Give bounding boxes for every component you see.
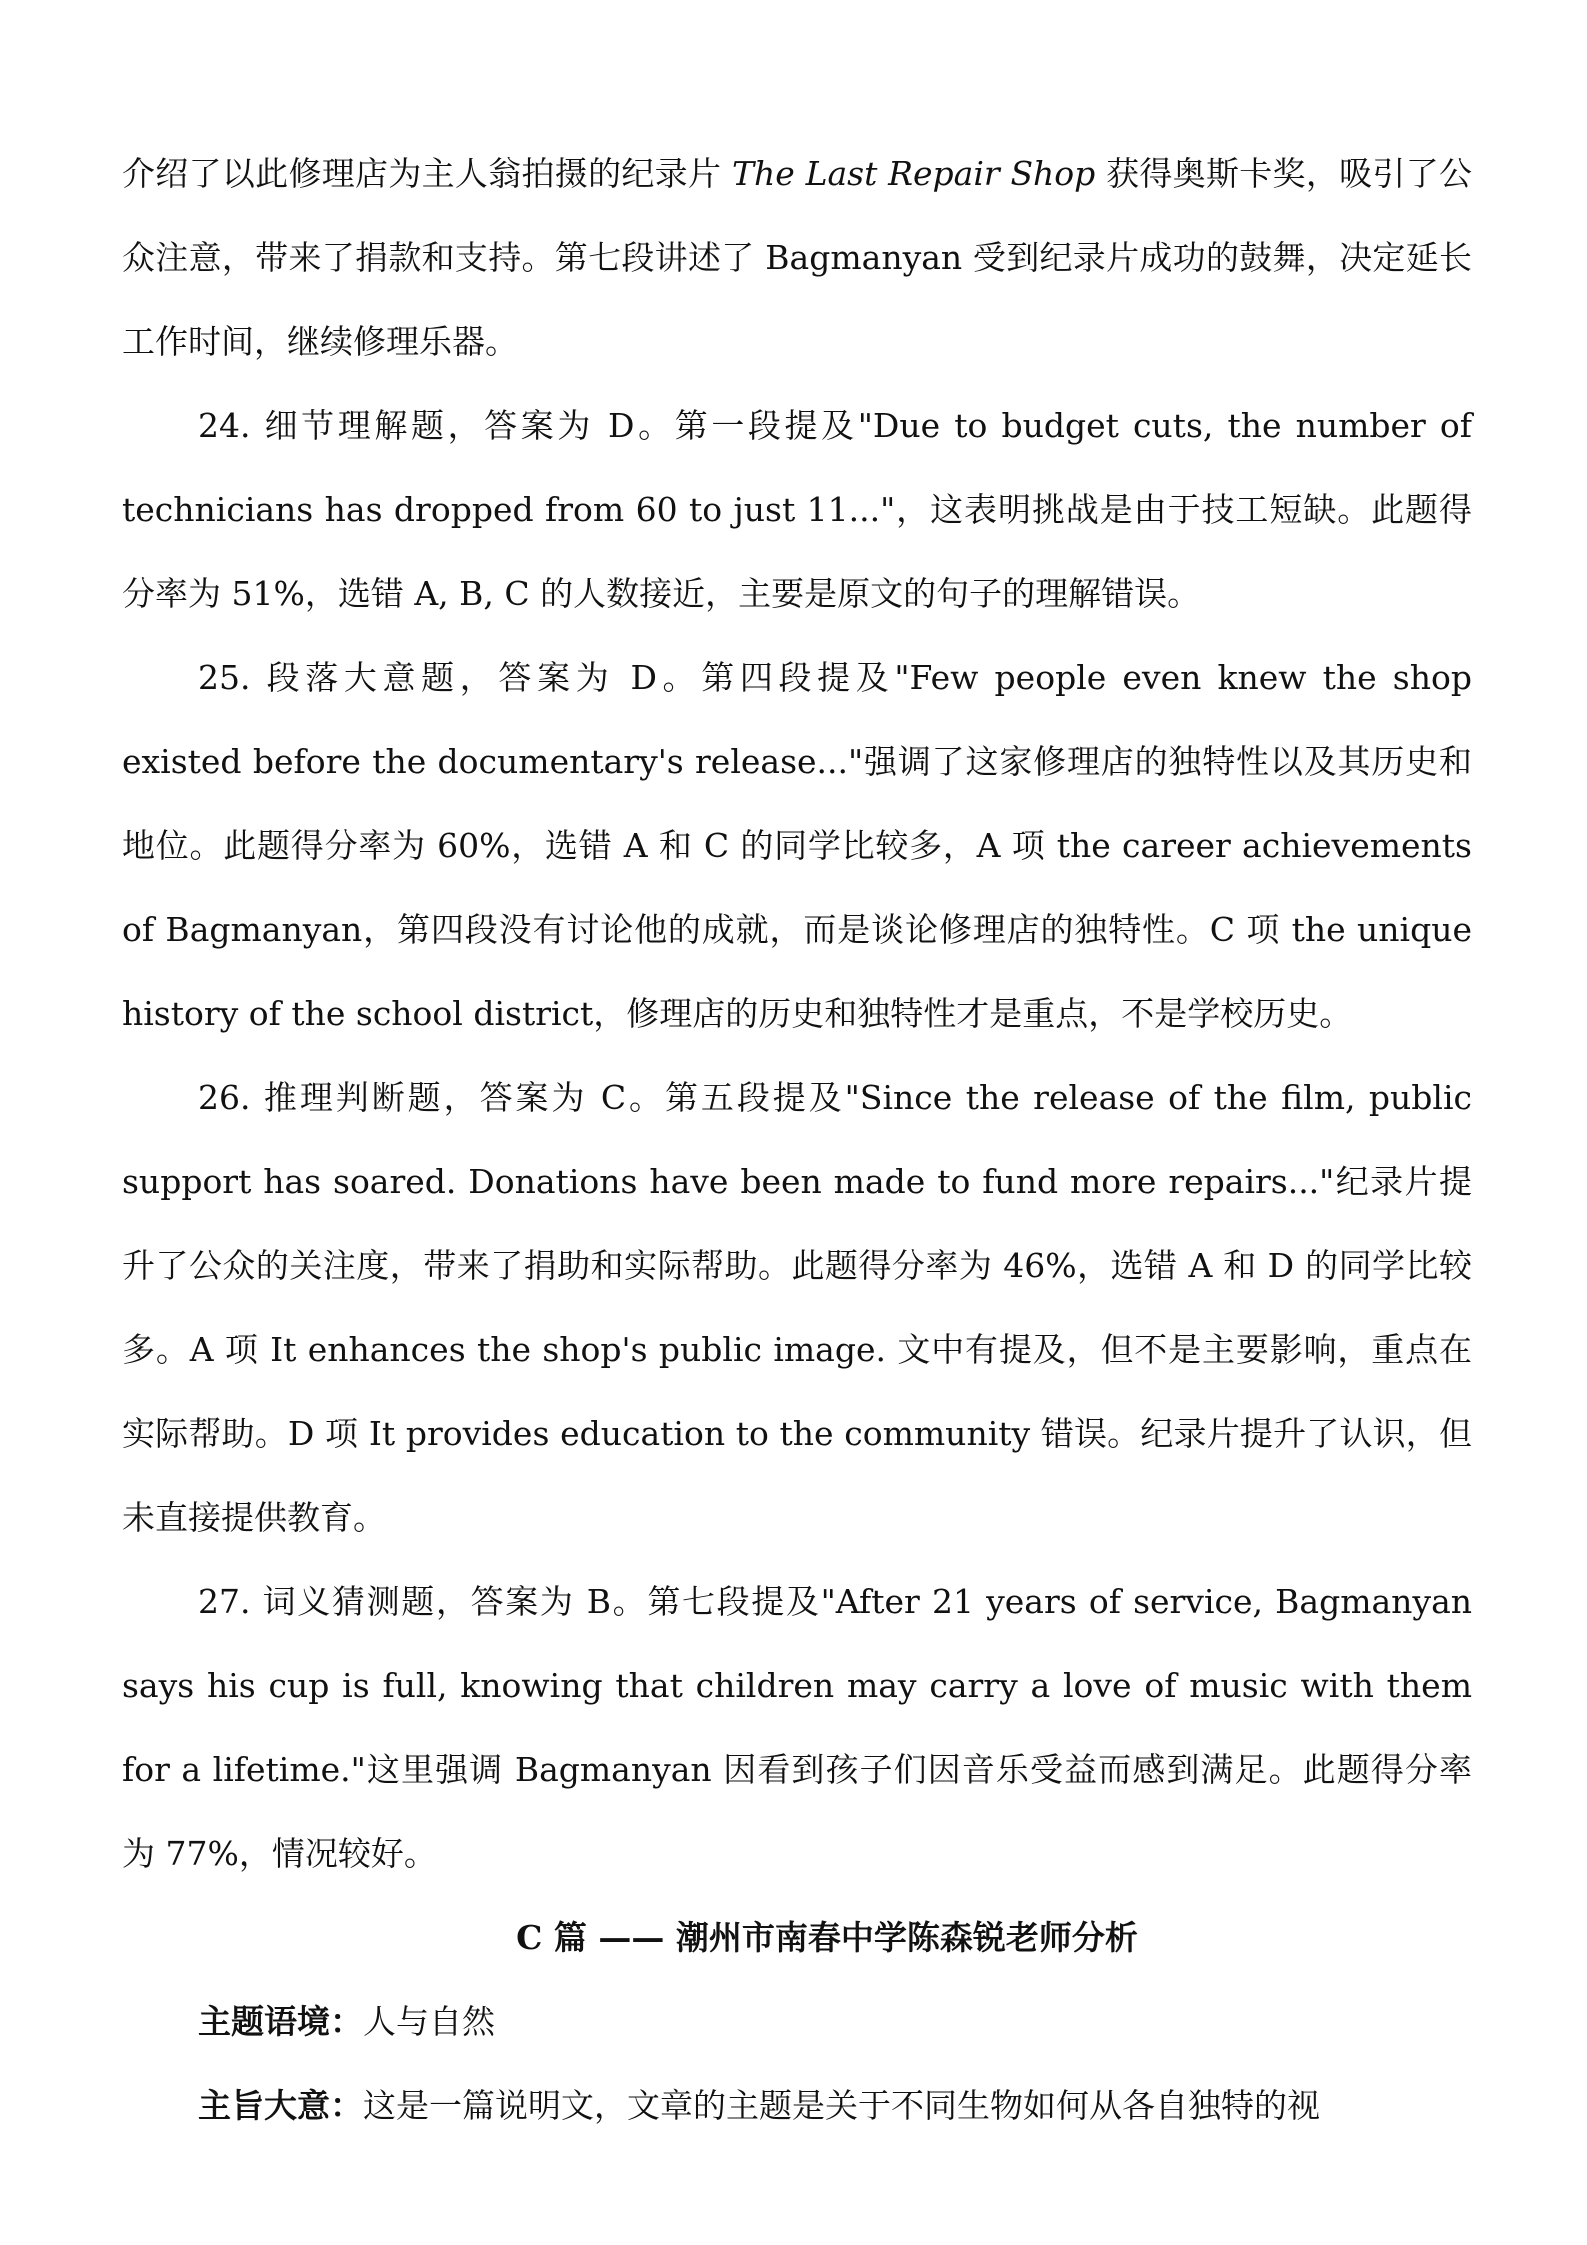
theme-value: 人与自然 xyxy=(363,2002,495,2041)
answer-27-paragraph: 27. 词义猜测题，答案为 B。第七段提及"After 21 years of service, Bagmanyan says his cup is full, knowing that children may carry a love of music with them for a lifetime."这里强调 Bagmanyan 因看到孩子们因音乐受益而感到满足。此题得分率为 77%，情况较好。 xyxy=(122,1582,1472,1873)
answer-25-paragraph: 25. 段落大意题，答案为 D。第四段提及"Few people even knew the shop existed before the documentary's release..."强调了这家修理店的独特性以及其历史和地位。此题得分率为 60%，选错 A 和 C 的同学比较多，A 项 the career achievements of Bagmanyan，第四段没有讨论他的成就，而是谈论修理店的独特性。C 项 the unique history of the school district，修理店的历史和独特性才是重点，不是学校历史。 xyxy=(122,658,1472,1033)
gist-line xyxy=(122,2064,1472,2148)
answer-26-paragraph: 26. 推理判断题，答案为 C。第五段提及"Since the release of the film, public support has soared. Donations have been made to fund more repairs..."纪录片提升了公众的关注度，带来了捐助和实际帮助。此题得分率为 46%，选错 A 和 D 的同学比较多。A 项 It enhances the shop's public image. 文中有提及，但不是主要影响，重点在实际帮助。D 项 It provides education to the community 错误。纪录片提升了认识，但未直接提供教育。 xyxy=(122,1078,1472,1537)
theme-label: 主题语境： xyxy=(198,2002,363,2041)
document-page xyxy=(122,132,1472,2148)
answer-24-paragraph: 24. 细节理解题，答案为 D。第一段提及"Due to budget cuts, the number of technicians has dropped from 60 to just 11..."，这表明挑战是由于技工短缺。此题得分率为 51%，选错 A, B, C 的人数接近，主要是原文的句子的理解错误。 xyxy=(122,406,1472,613)
intro-text-before: 介绍了以此修理店为主人翁拍摄的纪录片 xyxy=(122,154,733,193)
section-heading: C 篇 —— 潮州市南春中学陈森锐老师分析 xyxy=(516,1918,1138,1957)
theme-line xyxy=(122,1980,1472,2064)
gist-label: 主旨大意： xyxy=(198,2086,363,2125)
intro-text-after: 获得奥斯卡奖，吸引了公众注意，带来了捐款和支持。第七段讲述了 Bagmanyan 受到纪录片成功的鼓舞，决定延长工作时间，继续修理乐器。 xyxy=(122,154,1472,361)
film-title: The Last Repair Shop xyxy=(732,154,1096,193)
intro-paragraph xyxy=(122,132,1472,384)
gist-value: 这是一篇说明文，文章的主题是关于不同生物如何从各自独特的视 xyxy=(363,2086,1320,2125)
